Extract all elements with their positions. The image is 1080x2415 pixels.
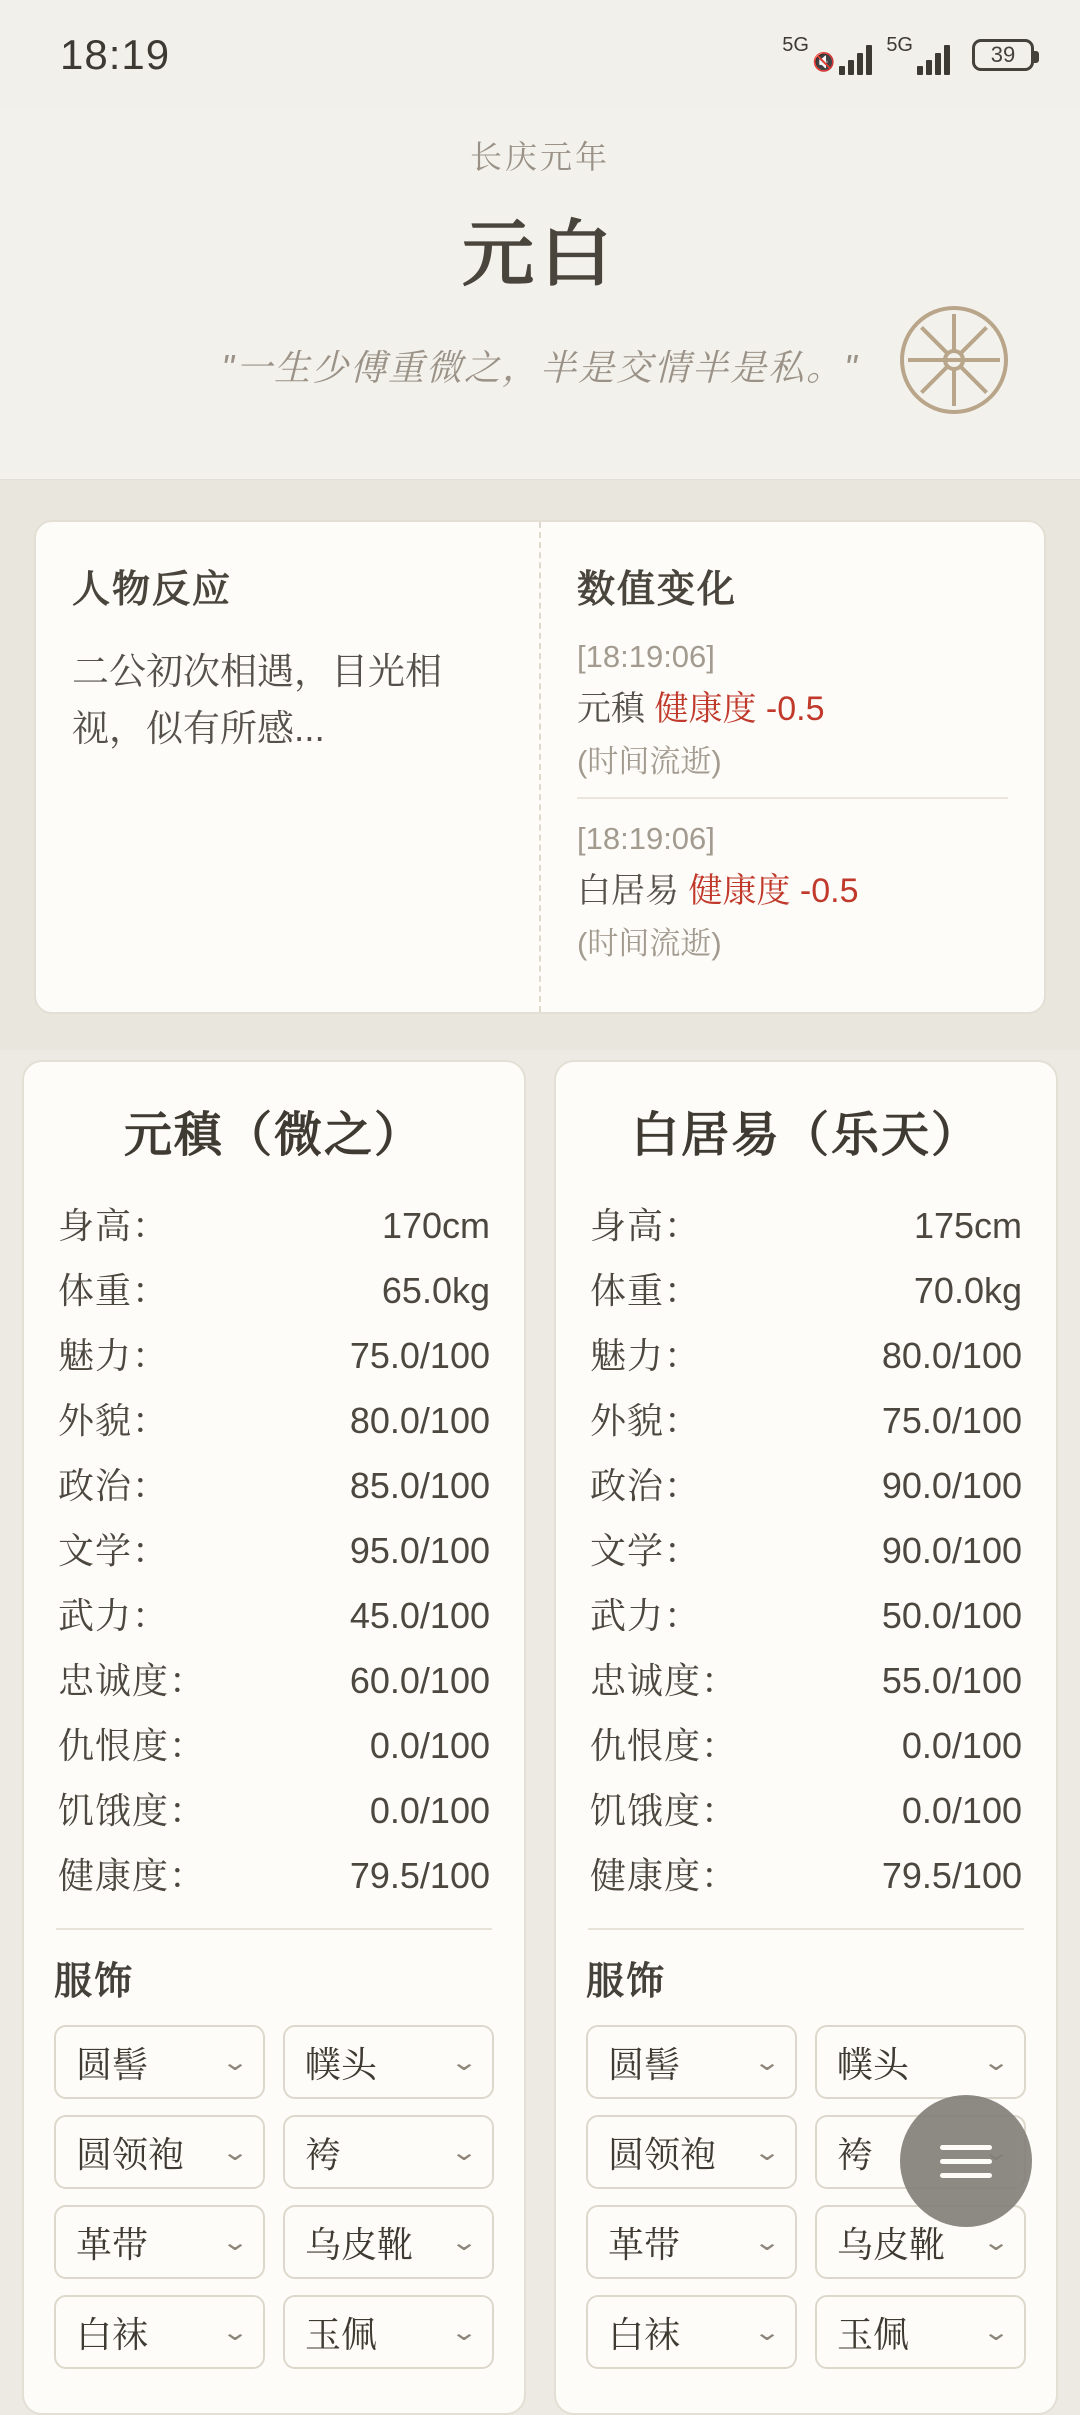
stat-row: [54, 1581, 494, 1646]
stat-key: 体重：: [590, 1270, 702, 1311]
chevron-down-icon: ⌄: [449, 2228, 479, 2256]
outfit-select[interactable]: [283, 2205, 494, 2279]
stat-row: [586, 1646, 1026, 1711]
stat-value: 80.0/100: [349, 1400, 490, 1441]
outfit-select[interactable]: [815, 2025, 1026, 2099]
stat-value: 90.0/100: [881, 1530, 1022, 1571]
divider: [588, 1928, 1024, 1930]
stat-key: 武力：: [590, 1595, 702, 1636]
outfit-select[interactable]: [283, 2295, 494, 2369]
log-line: [577, 863, 1008, 912]
signal-1: [782, 35, 872, 75]
stat-row: [54, 1711, 494, 1776]
network-type-2-label: 5G: [886, 34, 913, 56]
outfit-label: 幞头: [305, 2043, 378, 2085]
outfit-chip-list: [54, 2025, 494, 2369]
log-character-name: 元稹: [577, 690, 645, 728]
info-panel: [34, 520, 1046, 1014]
stat-row: [54, 1451, 494, 1516]
log-note: (时间流逝): [577, 926, 722, 961]
outfit-select[interactable]: [54, 2115, 265, 2189]
stat-value: 175cm: [913, 1205, 1022, 1246]
chevron-down-icon: ⌄: [981, 2228, 1011, 2256]
outfit-heading: 服饰: [54, 1961, 135, 2003]
character-cards: [0, 1050, 1080, 2415]
outfit-select[interactable]: [586, 2205, 797, 2279]
stat-key: 仇恨度：: [590, 1725, 739, 1766]
stat-value: 170cm: [381, 1205, 490, 1246]
reaction-text: 二公初次相遇，目光相视，似有所感...: [72, 651, 442, 750]
menu-fab-button[interactable]: [900, 2095, 1032, 2227]
log-stat-name: 健康度: [688, 872, 791, 910]
stat-value: 50.0/100: [881, 1595, 1022, 1636]
outfit-label: 革带: [608, 2223, 681, 2265]
stat-key: 忠诚度：: [590, 1660, 739, 1701]
stat-value: 75.0/100: [349, 1335, 490, 1376]
stat-row: [586, 1386, 1026, 1451]
stat-key: 武力：: [58, 1595, 170, 1636]
dharma-wheel-icon: [900, 306, 1008, 414]
status-bar: [0, 0, 1080, 110]
status-icons: [782, 35, 1034, 75]
chevron-down-icon: ⌄: [449, 2138, 479, 2166]
stat-value: 75.0/100: [881, 1400, 1022, 1441]
outfit-label: 白袜: [76, 2313, 149, 2355]
outfit-label: 幞头: [837, 2043, 910, 2085]
outfit-select[interactable]: [586, 2025, 797, 2099]
reaction-panel: [36, 522, 541, 1012]
reaction-heading: 人物反应: [72, 569, 233, 611]
stat-value: 90.0/100: [881, 1465, 1022, 1506]
outfit-select[interactable]: [586, 2295, 797, 2369]
changes-heading: 数值变化: [577, 569, 738, 611]
chevron-down-icon: ⌄: [752, 2138, 782, 2166]
stat-key: 文学：: [590, 1530, 702, 1571]
outfit-label: 乌皮靴: [305, 2223, 414, 2265]
divider: [56, 1928, 492, 1930]
outfit-select[interactable]: [283, 2025, 494, 2099]
character-name: 元稹（微之）: [123, 1109, 424, 1162]
stat-key: 忠诚度：: [58, 1660, 207, 1701]
stat-key: 饥饿度：: [58, 1790, 207, 1831]
chevron-down-icon: ⌄: [752, 2228, 782, 2256]
chevron-down-icon: ⌄: [449, 2048, 479, 2076]
character-name: 白居易（乐天）: [630, 1109, 981, 1162]
outfit-label: 袴: [837, 2133, 874, 2175]
stat-key: 文学：: [58, 1530, 170, 1571]
stat-value: 55.0/100: [881, 1660, 1022, 1701]
log-item: [577, 639, 1008, 797]
stat-row: [586, 1451, 1026, 1516]
chevron-down-icon: ⌄: [220, 2318, 250, 2346]
stat-value: 95.0/100: [349, 1530, 490, 1571]
log-item: [577, 797, 1008, 979]
chevron-down-icon: ⌄: [220, 2228, 250, 2256]
app-header: [0, 110, 1080, 480]
page-title: 元白: [461, 215, 618, 295]
stat-row: [54, 1256, 494, 1321]
stat-row: [54, 1191, 494, 1256]
change-log-list: [577, 639, 1008, 979]
stat-row: [586, 1581, 1026, 1646]
stat-value: 80.0/100: [881, 1335, 1022, 1376]
battery-level-label: 39: [990, 42, 1016, 67]
stat-key: 健康度：: [58, 1855, 207, 1896]
chevron-down-icon: ⌄: [752, 2318, 782, 2346]
stat-key: 仇恨度：: [58, 1725, 207, 1766]
stat-value: 45.0/100: [349, 1595, 490, 1636]
mute-icon: 🔇: [812, 52, 836, 72]
stat-key: 饥饿度：: [590, 1790, 739, 1831]
network-type-1-label: 5G: [782, 34, 809, 56]
chevron-down-icon: ⌄: [220, 2048, 250, 2076]
log-character-name: 白居易: [577, 872, 679, 910]
stat-key: 魅力：: [58, 1335, 170, 1376]
log-note: (时间流逝): [577, 744, 722, 779]
stat-key: 政治：: [58, 1465, 170, 1506]
outfit-select[interactable]: [283, 2115, 494, 2189]
stat-value: 79.5/100: [881, 1855, 1022, 1896]
chevron-down-icon: ⌄: [752, 2048, 782, 2076]
stat-value: 0.0/100: [901, 1790, 1022, 1831]
log-line: [577, 681, 1008, 730]
stat-value: 65.0kg: [381, 1270, 490, 1311]
outfit-select[interactable]: [815, 2295, 1026, 2369]
stat-value: 0.0/100: [369, 1790, 490, 1831]
stat-value: 0.0/100: [901, 1725, 1022, 1766]
stat-row: [54, 1646, 494, 1711]
info-panel-area: [0, 480, 1080, 1050]
stat-row: [54, 1386, 494, 1451]
stat-row: [586, 1191, 1026, 1256]
outfit-label: 革带: [76, 2223, 149, 2265]
outfit-label: 圆髻: [608, 2043, 681, 2085]
chevron-down-icon: ⌄: [220, 2138, 250, 2166]
stat-key: 魅力：: [590, 1335, 702, 1376]
log-timestamp: [18:19:06]: [577, 639, 715, 674]
stat-row: [586, 1776, 1026, 1841]
stat-row: [586, 1841, 1026, 1906]
stat-key: 身高：: [590, 1205, 702, 1246]
outfit-label: 白袜: [608, 2313, 681, 2355]
era-label: 长庆元年: [469, 139, 610, 175]
character-card-yuanzhen: [22, 1060, 526, 2415]
outfit-label: 乌皮靴: [837, 2223, 946, 2265]
outfit-label: 圆髻: [76, 2043, 149, 2085]
status-time: 18:19: [60, 31, 171, 78]
outfit-label: 玉佩: [305, 2313, 378, 2355]
chevron-down-icon: ⌄: [449, 2318, 479, 2346]
log-timestamp: [18:19:06]: [577, 821, 715, 856]
outfit-label: 袴: [305, 2133, 342, 2175]
signal-2: [886, 35, 950, 75]
outfit-select[interactable]: [54, 2025, 265, 2099]
stat-key: 外貌：: [590, 1400, 702, 1441]
stat-value: 0.0/100: [369, 1725, 490, 1766]
header-subtitle: "一生少傅重微之，半是交情半是私。": [221, 347, 859, 388]
stat-key: 体重：: [58, 1270, 170, 1311]
changes-panel: [541, 522, 1044, 1012]
signal-bars-2-icon: [917, 45, 950, 75]
stat-row: [54, 1841, 494, 1906]
chevron-down-icon: ⌄: [981, 2048, 1011, 2076]
stat-value: 60.0/100: [349, 1660, 490, 1701]
stat-key: 政治：: [590, 1465, 702, 1506]
log-stat-delta: -0.5: [799, 872, 859, 910]
stat-row: [54, 1516, 494, 1581]
stat-key: 健康度：: [590, 1855, 739, 1896]
chevron-down-icon: ⌄: [981, 2318, 1011, 2346]
outfit-label: 圆领袍: [76, 2133, 185, 2175]
stat-key: 外貌：: [58, 1400, 170, 1441]
outfit-label: 圆领袍: [608, 2133, 717, 2175]
log-stat-name: 健康度: [654, 690, 757, 728]
stat-value: 79.5/100: [349, 1855, 490, 1896]
battery-icon: [972, 39, 1034, 71]
stat-key: 身高：: [58, 1205, 170, 1246]
log-stat-delta: -0.5: [765, 690, 825, 728]
stat-value: 85.0/100: [349, 1465, 490, 1506]
stat-row: [54, 1321, 494, 1386]
stat-value: 70.0kg: [913, 1270, 1022, 1311]
stat-row: [586, 1711, 1026, 1776]
outfit-heading: 服饰: [586, 1961, 667, 2003]
stat-row: [54, 1776, 494, 1841]
stat-row: [586, 1516, 1026, 1581]
outfit-label: 玉佩: [837, 2313, 910, 2355]
outfit-select[interactable]: [586, 2115, 797, 2189]
stat-row: [586, 1321, 1026, 1386]
outfit-select[interactable]: [54, 2205, 265, 2279]
menu-icon: [940, 2145, 992, 2178]
outfit-select[interactable]: [54, 2295, 265, 2369]
signal-bars-1-icon: [839, 45, 872, 75]
stat-row: [586, 1256, 1026, 1321]
